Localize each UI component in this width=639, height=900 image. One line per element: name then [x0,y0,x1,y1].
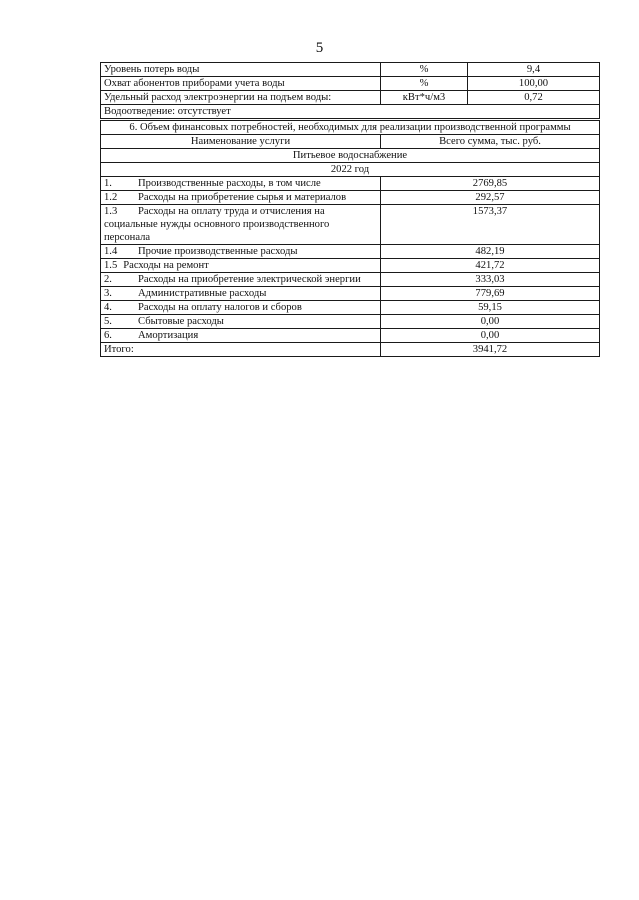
indicators-table [100,62,600,119]
expense-label-cell [101,177,381,191]
expense-number: 1.2 [104,192,118,203]
expense-label-cell [101,315,381,329]
table-row [101,135,600,149]
indicator-label: Удельный расход электроэнергии на подъем воды: [101,91,381,105]
expense-label-cell [101,273,381,287]
expense-value: 421,72 [381,259,600,273]
table-row [101,343,600,357]
expense-label-cell [101,301,381,315]
expense-value: 1573,37 [381,205,600,245]
table-row [101,121,600,135]
expense-number: 1.4 [104,246,118,257]
expense-value: 0,00 [381,315,600,329]
expense-label: Расходы на приобретение сырья и материалов [138,192,347,203]
table-row [101,177,600,191]
expense-label-cell [101,259,381,273]
expense-label: Расходы на приобретение электрической энергии [138,274,361,285]
table-row [101,77,600,91]
table-row [101,315,600,329]
expense-number: 2. [104,274,112,285]
expense-label: Расходы на оплату налогов и сборов [138,302,302,313]
page-number: 5 [315,40,324,56]
expense-value: 292,57 [381,191,600,205]
expense-label-cell [101,245,381,259]
expense-value: 0,00 [381,329,600,343]
total-value: 3941,72 [381,343,600,357]
expense-label-cell [101,287,381,301]
year-label: 2022 год [101,163,600,177]
table-row [101,329,600,343]
expense-value: 333,03 [381,273,600,287]
expense-number: 6. [104,330,112,341]
expense-number: 3. [104,288,112,299]
table-row [101,91,600,105]
indicator-value: 9,4 [468,63,600,77]
expense-label-cell [101,191,381,205]
expense-number: 4. [104,302,112,313]
expense-label: Прочие производственные расходы [138,246,298,257]
table-row [101,205,600,245]
expense-number: 1.5 [104,260,118,271]
indicator-unit: кВт*ч/м3 [381,91,468,105]
table-row [101,163,600,177]
sanitation-note: Водоотведение: отсутствует [101,105,600,119]
table-row [101,63,600,77]
expense-label-cell [101,329,381,343]
section-title: 6. Объем финансовых потребностей, необходимых для реализации производственной программы [101,121,600,135]
table-row [101,105,600,119]
expense-label: Административные расходы [138,288,267,299]
table-row [101,149,600,163]
column-header-service: Наименование услуги [101,135,381,149]
indicator-value: 0,72 [468,91,600,105]
financial-needs-table [100,120,600,357]
table-row [101,287,600,301]
indicator-unit: % [381,63,468,77]
expense-number: 5. [104,316,112,327]
column-header-total: Всего сумма, тыс. руб. [381,135,600,149]
table-row [101,301,600,315]
expense-label: Расходы на оплату труда и отчисления на социальные нужды основного производственного персонала [104,206,330,243]
service-type: Питьевое водоснабжение [101,149,600,163]
expense-value: 59,15 [381,301,600,315]
expense-value: 482,19 [381,245,600,259]
table-row [101,245,600,259]
table-row [101,191,600,205]
expense-label: Расходы на ремонт [123,260,209,271]
expense-value: 779,69 [381,287,600,301]
indicator-label: Уровень потерь воды [101,63,381,77]
expense-number: 1. [104,178,112,189]
expense-label: Производственные расходы, в том числе [138,178,321,189]
table-row [101,259,600,273]
expense-label-cell [101,205,381,245]
expense-value: 2769,85 [381,177,600,191]
table-row [101,273,600,287]
indicator-label: Охват абонентов приборами учета воды [101,77,381,91]
indicator-value: 100,00 [468,77,600,91]
expense-label: Амортизация [138,330,199,341]
expense-number: 1.3 [104,206,118,217]
total-label: Итого: [101,343,381,357]
indicator-unit: % [381,77,468,91]
expense-label: Сбытовые расходы [138,316,224,327]
